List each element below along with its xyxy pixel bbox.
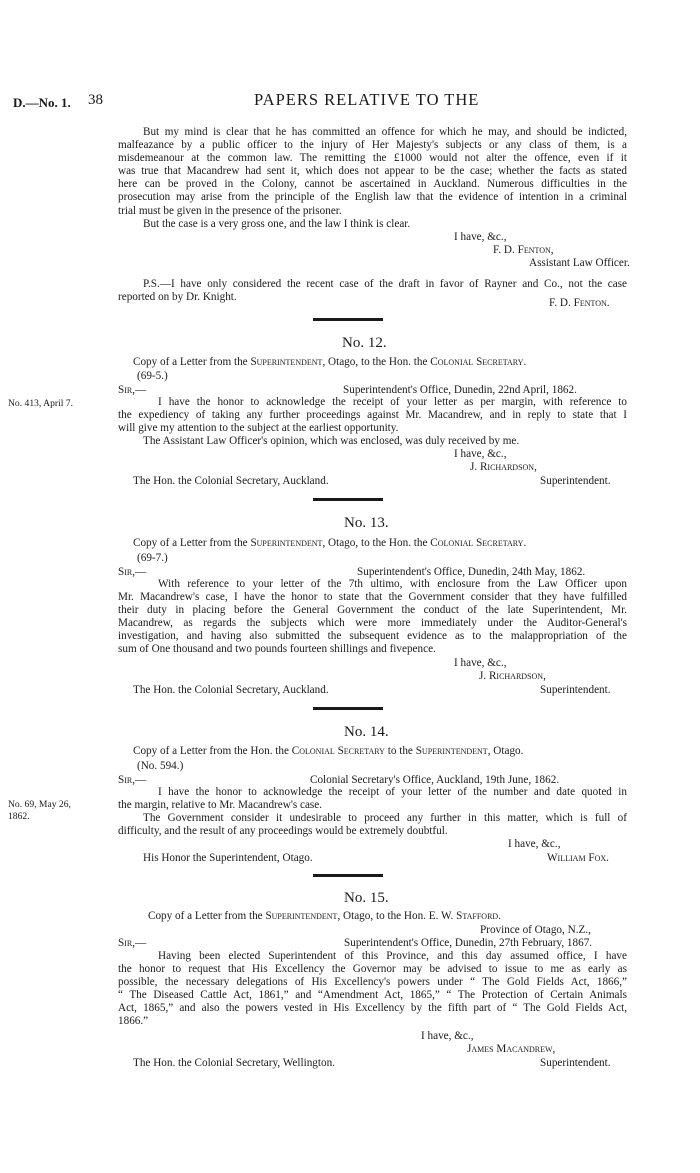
dateline: Colonial Secretary's Office, Auckland, 19th June, 1862. (310, 774, 560, 786)
letter-caption: Copy of a Letter from the Superintendent, Otago, to the Hon. the Colonial Secretary. (133, 356, 527, 368)
divider-rule (313, 498, 383, 501)
letter-ref: (69-7.) (137, 552, 168, 564)
addressee: The Hon. the Colonial Secretary, Auckland. (133, 475, 329, 487)
signatory: William Fox. (547, 852, 609, 864)
text-line: But my mind is clear that he has committed an offence for which he may, and should be indicted, (143, 126, 627, 138)
text-line: I have the honor to acknowledge the receipt of your letter of the number and date quoted in (158, 786, 627, 798)
text-line: the margin, relative to Mr. Macandrew's case. (118, 799, 323, 812)
addressee: The Hon. the Colonial Secretary, Auckland. (133, 684, 329, 696)
closing: I have, &c., (508, 838, 561, 850)
text-line: Mr. Macandrew's case, I have the honor to state that the Government consider that they have fulfilled (118, 591, 627, 604)
letter-caption: Copy of a Letter from the Superintendent, Otago, to the Hon. the Colonial Secretary. (133, 537, 527, 549)
text-line: “ The Diseased Cattle Act, 1861,” and “Amendment Act, 1865,” “ The Protection of Certain Animals (118, 989, 627, 1002)
letter-body (118, 578, 627, 657)
signatory-title: Superintendent. (540, 684, 611, 696)
closing: I have, &c., (454, 231, 507, 243)
divider-rule (313, 318, 383, 321)
letter-number: No. 14. (344, 724, 389, 740)
letter-caption: Copy of a Letter from the Superintendent, Otago, to the Hon. E. W. Stafford. (148, 910, 501, 922)
text-line: the expediency of taking any further proceedings against Mr. Macandrew, and in reply to state that I (118, 409, 627, 422)
prior-paragraph (118, 126, 627, 218)
dateline: Superintendent's Office, Dunedin, 22nd April, 1862. (343, 384, 577, 396)
dateline: Superintendent's Office, Dunedin, 24th May, 1862. (357, 566, 586, 578)
closing: I have, &c., (454, 657, 507, 669)
signatory: James Macandrew, (467, 1043, 556, 1055)
signatory-title: Assistant Law Officer. (529, 257, 630, 269)
closing: I have, &c., (421, 1030, 474, 1042)
text-line: was true that Macandrew had sent it, which does not appear to be the case; whether the facts as stated (118, 165, 627, 178)
margin-note-line: 1862. (8, 811, 30, 822)
text-line: the honor to request that His Excellency the Governor may be advised to issue to me as early as (118, 963, 627, 976)
page-header (0, 0, 700, 120)
addressee: His Honor the Superintendent, Otago. (143, 852, 313, 864)
text-line: With reference to your letter of the 7th ultimo, with enclosure from the Law Officer upon (158, 578, 627, 590)
text-line: trial must be given in the presence of the prisoner. (118, 204, 342, 217)
letter-body-2 (118, 812, 627, 838)
letter-ref: (No. 594.) (137, 760, 184, 772)
salutation: Sir,— (118, 937, 147, 949)
closing: I have, &c., (454, 448, 507, 460)
addressee: The Hon. the Colonial Secretary, Wellington. (133, 1057, 335, 1069)
text-line: difficulty, and the result of any proceedings would be extremely doubtful. (118, 825, 448, 838)
letter-ref: (69-5.) (137, 370, 168, 382)
prior-paragraph-2: But the case is a very gross one, and the law I think is clear. (143, 218, 411, 230)
signatory: J. Richardson, (470, 461, 537, 473)
letter-caption: Copy of a Letter from the Hon. the Colonial Secretary to the Superintendent, Otago. (133, 745, 524, 757)
doc-reference: D.—No. 1. (13, 95, 71, 110)
letter-number: No. 15. (344, 890, 389, 906)
text-line: malfeazance by a public officer to the injury of Her Majesty's subjects or any class of them, is a (118, 139, 627, 152)
signatory-title: Superintendent. (540, 1057, 611, 1069)
text-line: Having been elected Superintendent of this Province, and this day assumed office, I have (158, 950, 627, 962)
text-line: prosecution may arise from the principle of the English law that the evidence of intention in a criminal (118, 191, 627, 204)
salutation: Sir,— (118, 774, 147, 786)
text-line: will give my attention to the subject at the earliest opportunity. (118, 422, 399, 435)
text-line: Macandrew, as regards the subjects which were more immediately under the Auditor-General's (118, 617, 627, 630)
text-line: here can be proved in the Colony, cannot be ascertained in Auckland. Numerous difficulties in the (118, 178, 627, 191)
page-number: 38 (88, 92, 103, 108)
signatory-title: Superintendent. (540, 475, 611, 487)
page-title: PAPERS RELATIVE TO THE (254, 90, 480, 109)
text-line: P.S.—I have only considered the recent case of the draft in favor of Rayner and Co., not the case (143, 278, 627, 290)
signatory: J. Richardson, (479, 670, 546, 682)
letter-number: No. 13. (344, 515, 389, 531)
signatory: F. D. Fenton, (493, 244, 554, 256)
margin-note: No. 413, April 7. (8, 398, 74, 409)
letter-body-2: The Assistant Law Officer's opinion, which was enclosed, was duly received by me. (143, 435, 520, 447)
margin-note (8, 799, 71, 823)
letter-body (118, 950, 627, 1029)
text-line: reported on by Dr. Knight. (118, 291, 237, 304)
province-line: Province of Otago, N.Z., (480, 924, 591, 936)
margin-note-line: No. 69, May 26, (8, 799, 71, 810)
text-line: their duty in placing before the General Government the conduct of the late Superintendent, Mr. (118, 604, 627, 617)
letter-body (118, 786, 627, 812)
text-line: The Government consider it undesirable to proceed any further in this matter, which is full of (143, 812, 627, 824)
ps-signatory: F. D. Fenton. (549, 297, 610, 309)
text-line: misdemeanour at the common law. The remitting the £1000 would not alter the offence, even if it (118, 152, 627, 165)
dateline: Superintendent's Office, Dunedin, 27th February, 1867. (344, 937, 593, 949)
text-line: Act, 1865,” and also the powers vested in His Excellency by the fifth part of “ The Gold Fields Act, (118, 1002, 627, 1015)
letter-number: No. 12. (342, 335, 387, 351)
text-line: I have the honor to acknowledge the receipt of your letter as per margin, with reference to (158, 396, 627, 408)
text-line: possible, the necessary delegations of His Excellency's powers under “ The Gold Fields Act, 1866,” (118, 976, 627, 989)
letter-body (118, 396, 627, 435)
salutation: Sir,— (118, 566, 147, 578)
text-line: investigation, and having also submitted the subsequent evidence as to the malappropriation of the (118, 630, 627, 643)
divider-rule (313, 874, 383, 877)
text-line: sum of One thousand and two pounds fourteen shillings and fivepence. (118, 643, 436, 656)
salutation: Sir,— (118, 384, 147, 396)
divider-rule (313, 707, 383, 710)
text-line: 1866.” (118, 1015, 149, 1028)
